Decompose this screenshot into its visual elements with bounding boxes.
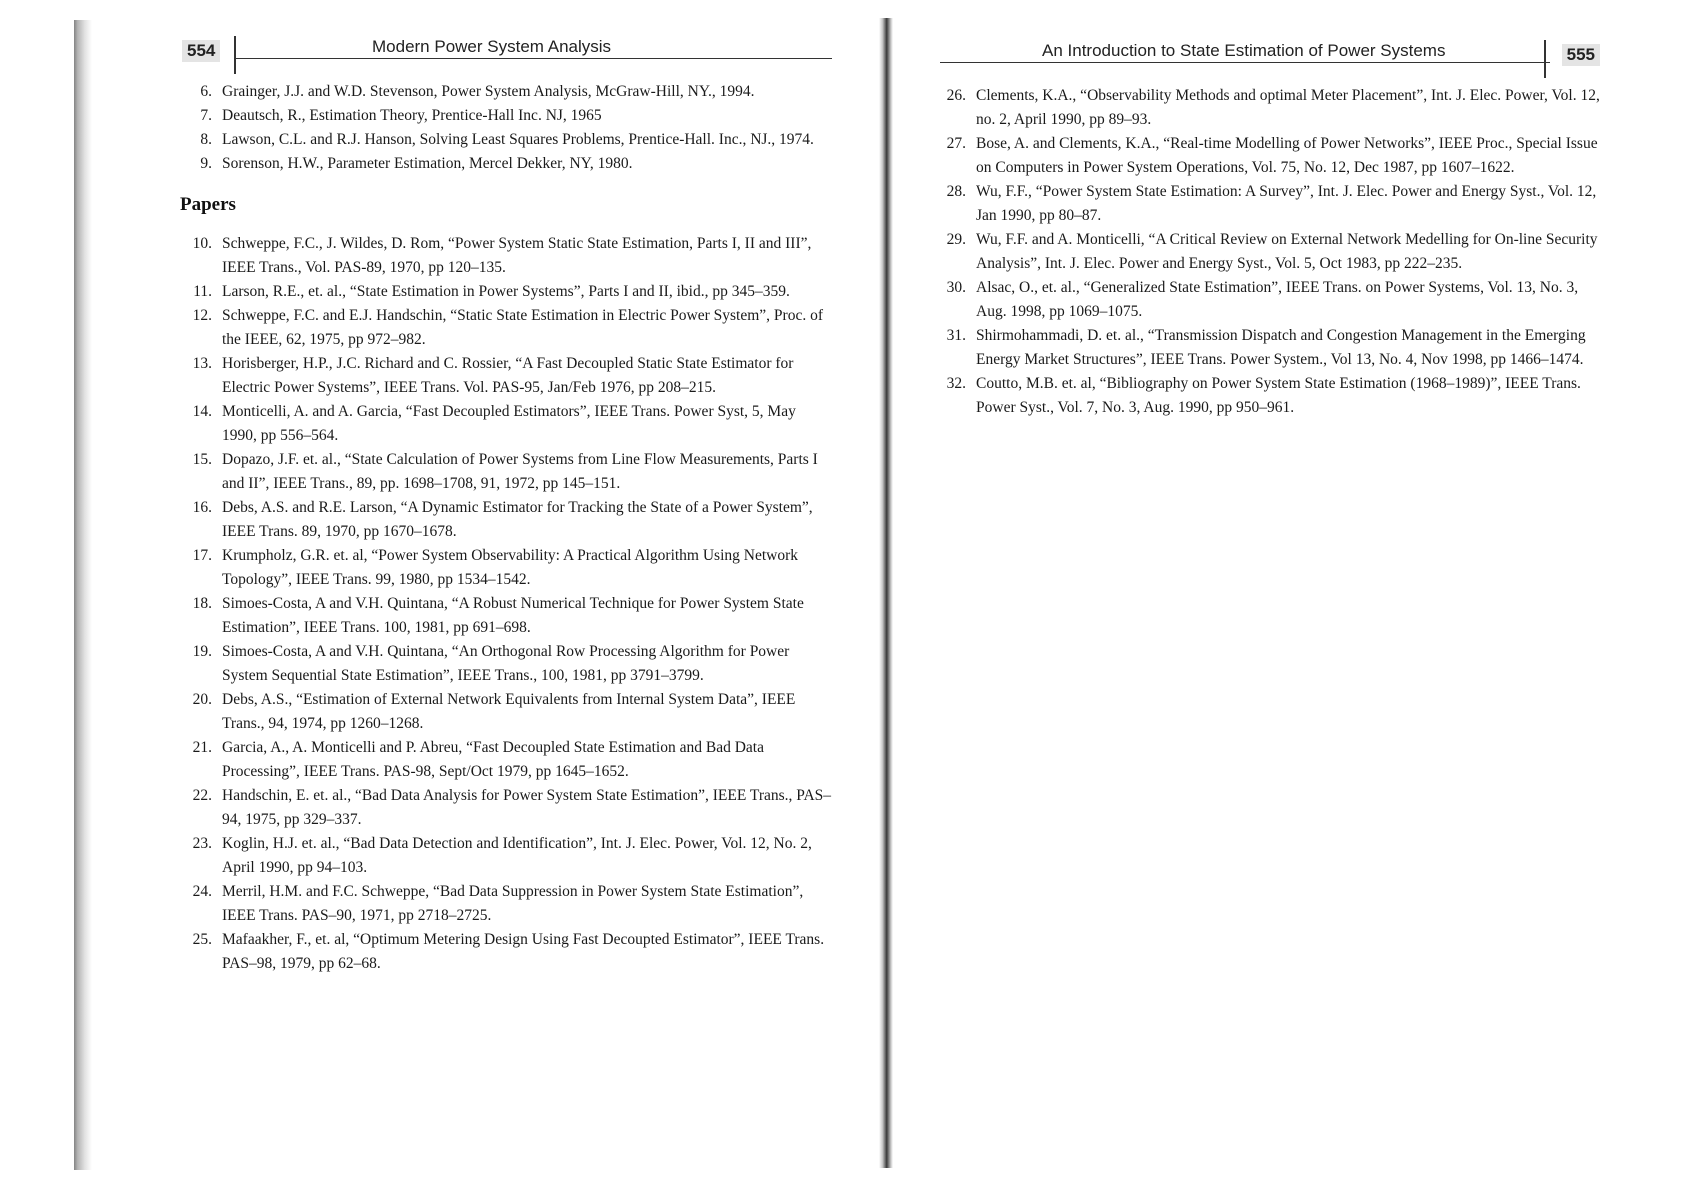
reference-item: [176, 152, 832, 176]
reference-text: Koglin, H.J. et. al., “Bad Data Detection and Identification”, Int. J. Elec. Power, Vol. 12, No. 2, April 1990, pp 94–103.: [222, 835, 812, 876]
reference-item: [176, 128, 832, 152]
running-title: An Introduction to State Estimation of Power Systems: [1042, 41, 1446, 60]
reference-item: [930, 180, 1600, 228]
reference-number: 23.: [192, 835, 212, 852]
reference-number: 22.: [192, 787, 212, 804]
running-title: Modern Power System Analysis: [372, 37, 612, 56]
right-page-header: [940, 38, 1600, 84]
reference-item: [930, 228, 1600, 276]
reference-number: 12.: [192, 307, 212, 324]
reference-item: [176, 104, 832, 128]
reference-item: [176, 232, 832, 280]
page-number: 554: [182, 40, 220, 62]
reference-item: [176, 736, 832, 784]
page-number: 555: [1562, 44, 1600, 66]
reference-item: [176, 448, 832, 496]
reference-text: Lawson, C.L. and R.J. Hanson, Solving Least Squares Problems, Prentice-Hall. Inc., NJ., 1974.: [222, 131, 814, 148]
reference-number: 26.: [946, 87, 966, 104]
reference-item: [176, 400, 832, 448]
header-divider-tick: [1544, 40, 1546, 78]
reference-text: Handschin, E. et. al., “Bad Data Analysis for Power System State Estimation”, IEEE Trans., PAS–94, 1975, pp 329–337.: [222, 787, 832, 828]
reference-text: Debs, A.S., “Estimation of External Network Equivalents from Internal System Data”, IEEE Trans., 94, 1974, pp 1260–1268.: [222, 691, 796, 732]
right-page: [940, 0, 1600, 420]
reference-item: [930, 276, 1600, 324]
reference-item: [176, 832, 832, 880]
reference-item: [176, 688, 832, 736]
reference-item: [176, 352, 832, 400]
reference-list-papers-continued: [930, 84, 1600, 420]
reference-number: 24.: [192, 883, 212, 900]
reference-text: Debs, A.S. and R.E. Larson, “A Dynamic Estimator for Tracking the State of a Power System”, IEEE Trans. 89, 1970, pp 1670–1678.: [222, 499, 813, 540]
reference-number: 14.: [192, 403, 212, 420]
left-page-edge-shadow: [74, 20, 92, 1170]
reference-text: Alsac, O., et. al., “Generalized State Estimation”, IEEE Trans. on Power Systems, Vol. 13, No. 3, Aug. 1998, pp 1069–1075.: [976, 279, 1579, 320]
reference-number: 27.: [946, 135, 966, 152]
reference-number: 10.: [192, 235, 212, 252]
reference-item: [176, 544, 832, 592]
reference-number: 32.: [946, 375, 966, 392]
reference-text: Sorenson, H.W., Parameter Estimation, Mercel Dekker, NY, 1980.: [222, 155, 633, 172]
reference-text: Schweppe, F.C., J. Wildes, D. Rom, “Power System Static State Estimation, Parts I, II and III”, IEEE Trans., Vol. PAS-89, 1970, pp 120–135.: [222, 235, 812, 276]
reference-item: [930, 132, 1600, 180]
reference-list-books: [176, 80, 832, 176]
header-divider-tick: [234, 36, 236, 74]
reference-number: 17.: [192, 547, 212, 564]
reference-number: 16.: [192, 499, 212, 516]
reference-text: Larson, R.E., et. al., “State Estimation in Power Systems”, Parts I and II, ibid., pp 345–359.: [222, 283, 790, 300]
reference-list-papers: [176, 232, 832, 976]
reference-item: [930, 372, 1600, 420]
reference-text: Coutto, M.B. et. al, “Bibliography on Power System State Estimation (1968–1989)”, IEEE Trans. Power Syst., Vol. 7, No. 3, Aug. 1990, pp 950–961.: [976, 375, 1581, 416]
reference-item: [176, 280, 832, 304]
reference-item: [176, 496, 832, 544]
reference-number: 9.: [200, 155, 212, 172]
reference-number: 15.: [192, 451, 212, 468]
reference-number: 21.: [192, 739, 212, 756]
reference-number: 6.: [200, 83, 212, 100]
reference-text: Clements, K.A., “Observability Methods and optimal Meter Placement”, Int. J. Elec. Power, Vol. 12, no. 2, April 1990, pp 89–93.: [976, 87, 1600, 128]
reference-text: Wu, F.F. and A. Monticelli, “A Critical Review on External Network Medelling for On-line Security Analysis”, Int. J. Elec. Power and Energy Syst., Vol. 5, Oct 1983, pp 222–235.: [976, 231, 1598, 272]
reference-item: [176, 304, 832, 352]
reference-text: Grainger, J.J. and W.D. Stevenson, Power System Analysis, McGraw-Hill, NY., 1994.: [222, 83, 755, 100]
reference-text: Krumpholz, G.R. et. al, “Power System Observability: A Practical Algorithm Using Network Topology”, IEEE Trans. 99, 1980, pp 1534–1542.: [222, 547, 799, 588]
reference-text: Mafaakher, F., et. al, “Optimum Metering Design Using Fast Decoupted Estimator”, IEEE Trans. PAS–98, 1979, pp 62–68.: [222, 931, 825, 972]
reference-number: 8.: [200, 131, 212, 148]
reference-item: [176, 640, 832, 688]
header-rule: [234, 58, 832, 59]
reference-number: 11.: [193, 283, 212, 300]
reference-text: Garcia, A., A. Monticelli and P. Abreu, “Fast Decoupled State Estimation and Bad Data Processing”, IEEE Trans. PAS-98, Sept/Oct 1979, pp 1645–1652.: [222, 739, 764, 780]
reference-number: 7.: [200, 107, 212, 124]
reference-text: Merril, H.M. and F.C. Schweppe, “Bad Data Suppression in Power System State Estimation”, IEEE Trans. PAS–90, 1971, pp 2718–2725.: [222, 883, 804, 924]
reference-number: 25.: [192, 931, 212, 948]
reference-number: 19.: [192, 643, 212, 660]
reference-text: Simoes-Costa, A and V.H. Quintana, “A Robust Numerical Technique for Power System State Estimation”, IEEE Trans. 100, 1981, pp 691–698.: [222, 595, 804, 636]
reference-text: Wu, F.F., “Power System State Estimation: A Survey”, Int. J. Elec. Power and Energy Syst., Vol. 12, Jan 1990, pp 80–87.: [976, 183, 1597, 224]
reference-item: [176, 928, 832, 976]
reference-item: [176, 880, 832, 928]
reference-text: Dopazo, J.F. et. al., “State Calculation of Power Systems from Line Flow Measurements, Parts I and II”, IEEE Trans., 89, pp. 1698–1708, 91, 1972, pp 145–151.: [222, 451, 818, 492]
section-heading-papers: Papers: [180, 194, 236, 215]
reference-text: Horisberger, H.P., J.C. Richard and C. Rossier, “A Fast Decoupled Static State Estimator for Electric Power Systems”, IEEE Trans. Vol. PAS-95, Jan/Feb 1976, pp 208–215.: [222, 355, 794, 396]
reference-text: Schweppe, F.C. and E.J. Handschin, “Static State Estimation in Electric Power System”, Proc. of the IEEE, 62, 1975, pp 972–982.: [222, 307, 823, 348]
reference-number: 29.: [946, 231, 966, 248]
reference-item: [930, 324, 1600, 372]
reference-text: Bose, A. and Clements, K.A., “Real-time Modelling of Power Networks”, IEEE Proc., Special Issue on Computers in Power System Operations, Vol. 75, No. 12, Dec 1987, pp 1607–1622.: [976, 135, 1598, 176]
reference-item: [176, 80, 832, 104]
reference-item: [176, 784, 832, 832]
reference-number: 31.: [946, 327, 966, 344]
book-spine-shadow: [879, 18, 893, 1168]
reference-item: [176, 592, 832, 640]
reference-text: Deautsch, R., Estimation Theory, Prentice-Hall Inc. NJ, 1965: [222, 107, 602, 124]
reference-number: 28.: [946, 183, 966, 200]
reference-number: 30.: [946, 279, 966, 296]
header-rule: [940, 62, 1550, 63]
reference-number: 13.: [192, 355, 212, 372]
left-page: [182, 0, 832, 976]
reference-text: Simoes-Costa, A and V.H. Quintana, “An Orthogonal Row Processing Algorithm for Power System Sequential State Estimation”, IEEE Trans., 100, 1981, pp 3791–3799.: [222, 643, 790, 684]
reference-item: [930, 84, 1600, 132]
reference-text: Monticelli, A. and A. Garcia, “Fast Decoupled Estimators”, IEEE Trans. Power Syst, 5, May 1990, pp 556–564.: [222, 403, 796, 444]
reference-number: 20.: [192, 691, 212, 708]
reference-number: 18.: [192, 595, 212, 612]
reference-text: Shirmohammadi, D. et. al., “Transmission Dispatch and Congestion Management in the Emerging Energy Market Structures”, IEEE Trans. Power System., Vol 13, No. 4, Nov 1998, pp 1466–1474.: [976, 327, 1586, 368]
left-page-header: [182, 34, 832, 80]
